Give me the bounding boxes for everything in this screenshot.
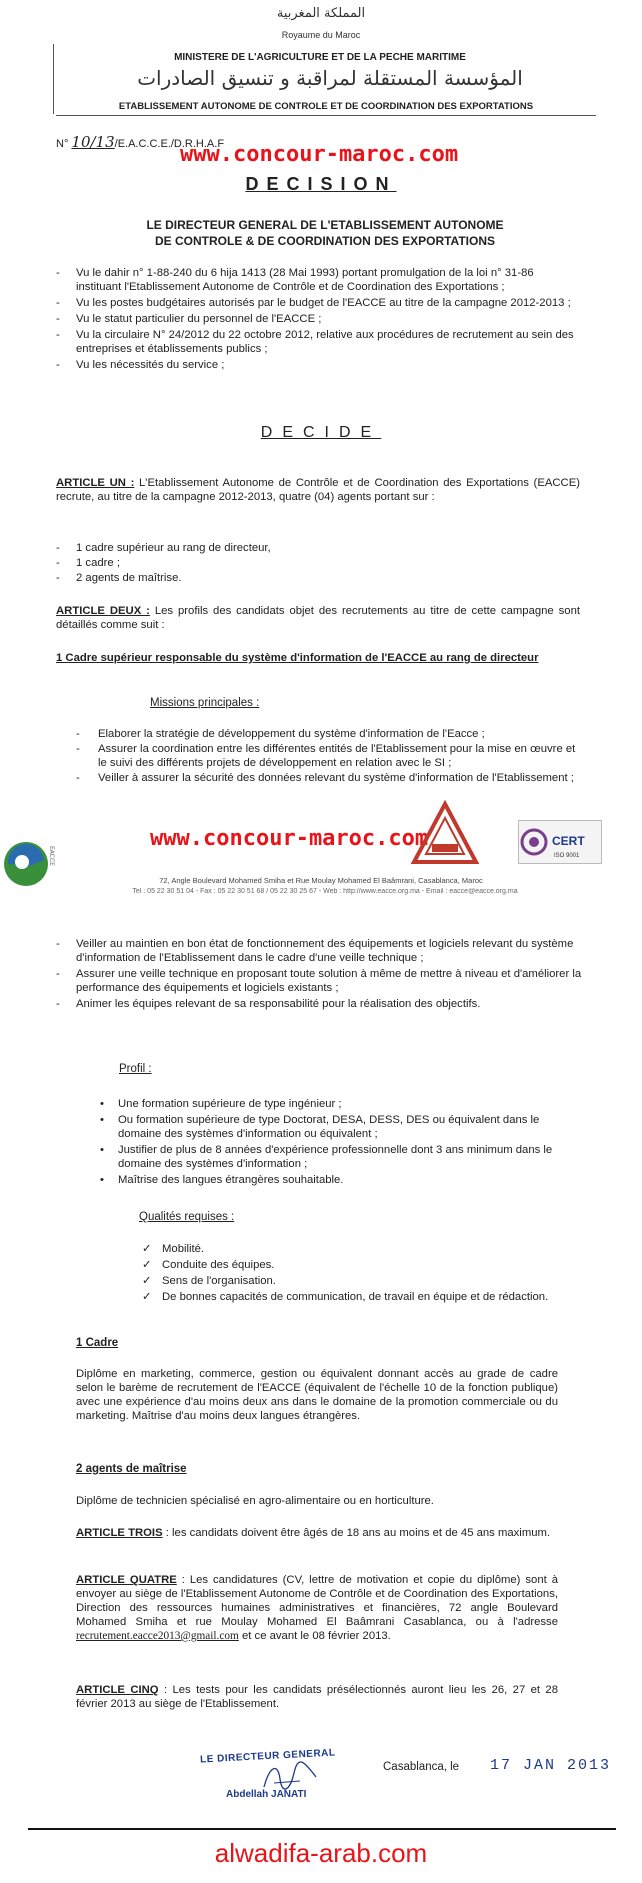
article-deux-label: ARTICLE DEUX : [56,605,150,617]
cadre-title: 1 Cadre [76,1337,119,1349]
qualite-text: De bonnes capacités de communication, de travail en équipe et de rédaction. [162,1291,549,1303]
arabic-kingdom-title: المملكة المغربية [276,6,366,21]
considerant-text: Vu la circulaire N° 24/2012 du 22 octobre 2012, relative aux procédures de recrutement au sein des entreprises et établissements publics ; [76,329,574,355]
poste1-title: 1 Cadre supérieur responsable du système d'information de l'EACCE au rang de directeur [56,652,539,664]
article-deux [56,604,580,632]
list-item: • Ou formation supérieure de type Doctorat, DESA, DESS, DES ou équivalent dans le domaine des systèmes d'information ou équivalent ; [100,1114,540,1140]
article-un [56,476,580,504]
qualites-label: Qualités requises : [139,1211,235,1223]
recruitment-email-link[interactable]: recrutement.eacce2013@gmail.com [76,1630,239,1642]
article-un-text: L'Etablissement Autonome de Contrôle et de Coordination des Exportations (EACCE) recrute, au titre de la campagne 2012-2013, quatre (04) agents portant sur : [56,477,580,503]
mission-text: Veiller au maintien en bon état de fonctionnement des équipements et logiciels relevant du système d'information de l'Etablissement dans le cadre d'une veille technique ; [76,938,574,964]
svg-text:EACCE: EACCE [48,846,55,866]
list-item [142,1242,562,1256]
mission-text: Assurer la coordination entre les différentes entités de l'Etablissement pour la mise en œuvre et le suivi des différents projets de développement en relation avec le SI ; [98,743,576,769]
check-icon: ✓ [142,1243,152,1255]
list-item: • Justifier de plus de 8 années d'expérience professionnelle dont 3 ans minimum dans le domaine des systèmes d'information ; [100,1144,553,1170]
list-item: - Vu le statut particulier du personnel de l'EACCE ; [56,313,322,325]
ref-prefix: N° [56,138,69,150]
profil-label: Profil : [119,1063,152,1075]
article-deux-text: Les profils des candidats objet des recrutements au titre de cette campagne sont détaillés comme suit : [56,605,580,631]
profil-list [96,1097,558,1187]
list-item: - Animer les équipes relevant de sa responsabilité pour la réalisation des objectifs. [56,998,481,1010]
considerant-text: Vu le statut particulier du personnel de l'EACCE ; [76,313,322,325]
list-item: - 1 cadre supérieur au rang de directeur, [56,542,271,554]
check-icon: ✓ [142,1259,152,1271]
mission-text: Veiller à assurer la sécurité des données relevant du système d'information de l'Etablissement ; [98,772,574,784]
ministere-title: MINISTERE DE L'AGRICULTURE ET DE LA PECHE MARITIME [174,52,466,63]
dg-title-line2: DE CONTROLE & DE COORDINATION DES EXPORTATIONS [154,234,495,248]
considerant-text: Vu le dahir n° 1-88-240 du 6 hija 1413 (28 Mai 1993) portant promulgation de la loi n° 31-86 instituant l'Etablissement Autonome de Contrôle et de Coordination des Exportations ; [76,267,534,293]
ref-number: 10/13 [71,133,115,151]
article-quatre-text: : Les candidatures (CV, lettre de motivation et copie du diplôme) sont à envoyer au siège de l'Etablissement Autonome de Contrôle et de Coordination des Exportations, Direction des ressources humaines administratives et financières, 72 angle Boulevard Mohamed Smiha et rue Moulay Mohamed El Baâmrani Casablanca, ou à l'adresse [76,1574,558,1628]
date-stamp: 17 JAN 2013 [490,1757,612,1774]
profil-text: Ou formation supérieure de type Doctorat, DESA, DESS, DES ou équivalent dans le domaine des systèmes d'information ou équivalent ; [118,1114,540,1140]
quality-triangle-logo [410,800,480,868]
agents-title: 2 agents de maîtrise [76,1463,187,1475]
article-trois [76,1526,558,1540]
list-item: - 1 cadre ; [56,557,120,569]
profil-text: Une formation supérieure de type ingénieur ; [118,1098,342,1110]
stamp-name: Abdellah JANATI [226,1789,307,1800]
article-un-item: 1 cadre supérieur au rang de directeur, [76,542,271,554]
list-item: • Maîtrise des langues étrangères souhaitable. [100,1174,344,1186]
agents-text: Diplôme de technicien spécialisé en agro-alimentaire ou en horticulture. [76,1495,434,1507]
list-item: - Vu le dahir n° 1-88-240 du 6 hija 1413 (28 Mai 1993) portant promulgation de la loi n° 31-86 instituant l'Etablissement Autonome de Contrôle et de Coordination des Exportations ; [56,267,534,293]
header-vertical-rule [53,44,54,114]
list-item: - 2 agents de maîtrise. [56,572,182,584]
missions-label: Missions principales : [150,697,260,709]
cert-label: CERT [552,834,585,848]
mission-text: Elaborer la stratégie de développement du système d'information de l'Eacce ; [98,728,485,740]
check-icon: ✓ [142,1291,152,1303]
profil-text: Justifier de plus de 8 années d'expérience professionnelle dont 3 ans minimum dans le domaine des systèmes d'information ; [118,1144,553,1170]
list-item: • Une formation supérieure de type ingénieur ; [100,1098,342,1110]
watermark-middle: www.concour-maroc.com [150,826,429,851]
dg-title-line1: LE DIRECTEUR GENERAL DE L'ETABLISSEMENT AUTONOME [146,218,504,232]
article-cinq [76,1683,558,1711]
arabic-etablissement-title: المؤسسة المستقلة لمراقبة و تنسيق الصادرات [137,66,523,90]
royaume-title: Royaume du Maroc [281,30,361,40]
mission-text: Assurer une veille technique en proposant toute solution à même de mettre à niveau et d'améliorer la performance des équipements et logiciels existants ; [76,968,582,994]
missions-list [76,727,580,785]
list-item [142,1258,562,1272]
director-stamp [200,1743,350,1811]
considerant-text: Vu les nécessités du service ; [76,359,225,371]
eacce-logo [0,826,58,896]
list-item [142,1290,562,1304]
header-divider [56,115,596,116]
qualite-text: Sens de l'organisation. [162,1275,276,1287]
missions-continued-list [56,937,584,1011]
bottom-watermark: alwadifa-arab.com [214,1838,428,1868]
decision-title: DECISION [245,174,397,194]
considerants-list [56,266,580,372]
signature-place: Casablanca, le [383,1761,460,1773]
stamp-title: LE DIRECTEUR GENERAL [199,1747,336,1766]
list-item: - Veiller à assurer la sécurité des données relevant du système d'information de l'Etablissement ; [76,772,574,784]
article-trois-text: : les candidats doivent être âgés de 18 ans au moins et de 45 ans maximum. [162,1527,551,1539]
list-item: - Vu les postes budgétaires autorisés par le budget de l'EACCE au titre de la campagne 2012-2013 ; [56,297,571,309]
check-icon: ✓ [142,1275,152,1287]
considerant-text: Vu les postes budgétaires autorisés par le budget de l'EACCE au titre de la campagne 2012-2013 ; [76,297,571,309]
list-item [142,1274,562,1288]
watermark-top: www.concour-maroc.com [180,142,459,167]
decide-title: DECIDE [260,424,382,441]
article-un-item: 2 agents de maîtrise. [76,572,182,584]
qualite-text: Conduite des équipes. [162,1259,275,1271]
article-un-items [56,541,580,585]
article-trois-label: ARTICLE TROIS [76,1527,163,1539]
footer-address: 72, Angle Boulevard Mohamed Smiha et Rue Moulay Mohamed El Baâmrani, Casablanca, Maroc [159,876,483,885]
article-quatre-text-end: et ce avant le 08 février 2013. [238,1630,391,1642]
article-cinq-label: ARTICLE CINQ [76,1684,159,1696]
article-quatre-label: ARTICLE QUATRE [76,1574,177,1586]
article-quatre [76,1573,558,1643]
qualites-list [142,1242,562,1304]
list-item: - Vu la circulaire N° 24/2012 du 22 octobre 2012, relative aux procédures de recrutement au sein des entreprises et établissements publics ; [56,329,574,355]
list-item: - Veiller au maintien en bon état de fonctionnement des équipements et logiciels relevant du système d'information de l'Etablissement dans le cadre d'une veille technique ; [56,938,574,964]
list-item: - Vu les nécessités du service ; [56,359,225,371]
list-item: - Assurer une veille technique en proposant toute solution à même de mettre à niveau et d'améliorer la performance des équipements et logiciels existants ; [56,968,582,994]
qualite-text: Mobilité. [162,1243,205,1255]
cert-sub: ISO 9001 [554,853,580,859]
bottom-divider [28,1828,616,1830]
article-un-label: ARTICLE UN : [56,477,135,489]
cert-iso-logo [518,820,602,864]
director-general-title [60,217,590,249]
profil-text: Maîtrise des langues étrangères souhaitable. [118,1174,344,1186]
footer-contact: Tel : 05 22 30 51 04 - Fax : 05 22 30 51 68 / 05 22 30 25 67 - Web : http://www.eacce.org.ma - Email : eacce@eacce.org.ma [132,888,518,895]
mission-text: Animer les équipes relevant de sa responsabilité pour la réalisation des objectifs. [76,998,481,1010]
article-un-item: 1 cadre ; [76,557,120,569]
ref-suffix: /E.A.C.C.E./D.R.H.A.F [114,138,225,150]
article-cinq-text: : Les tests pour les candidats présélectionnés auront lieu les 26, 27 et 28 février 2013 au siège de l'Etablissement. [76,1684,558,1710]
list-item: - Elaborer la stratégie de développement du système d'information de l'Eacce ; [76,728,485,740]
cadre-text: Diplôme en marketing, commerce, gestion ou équivalent donnant accès au grade de cadre selon le barème de recrutement de l'EACCE (équivalent de l'échelle 10 de la fonction publique) avec une expérience d'au moins deux ans dans le domaine de la promotion commerciale ou du marketing. Maîtrise d'au moins deux langues étrangères. [76,1368,558,1422]
list-item: - Assurer la coordination entre les différentes entités de l'Etablissement pour la mise en œuvre et le suivi des différents projets de développement en relation avec le SI ; [76,743,576,769]
etablissement-title: ETABLISSEMENT AUTONOME DE CONTROLE ET DE COORDINATION DES EXPORTATIONS [118,101,534,112]
